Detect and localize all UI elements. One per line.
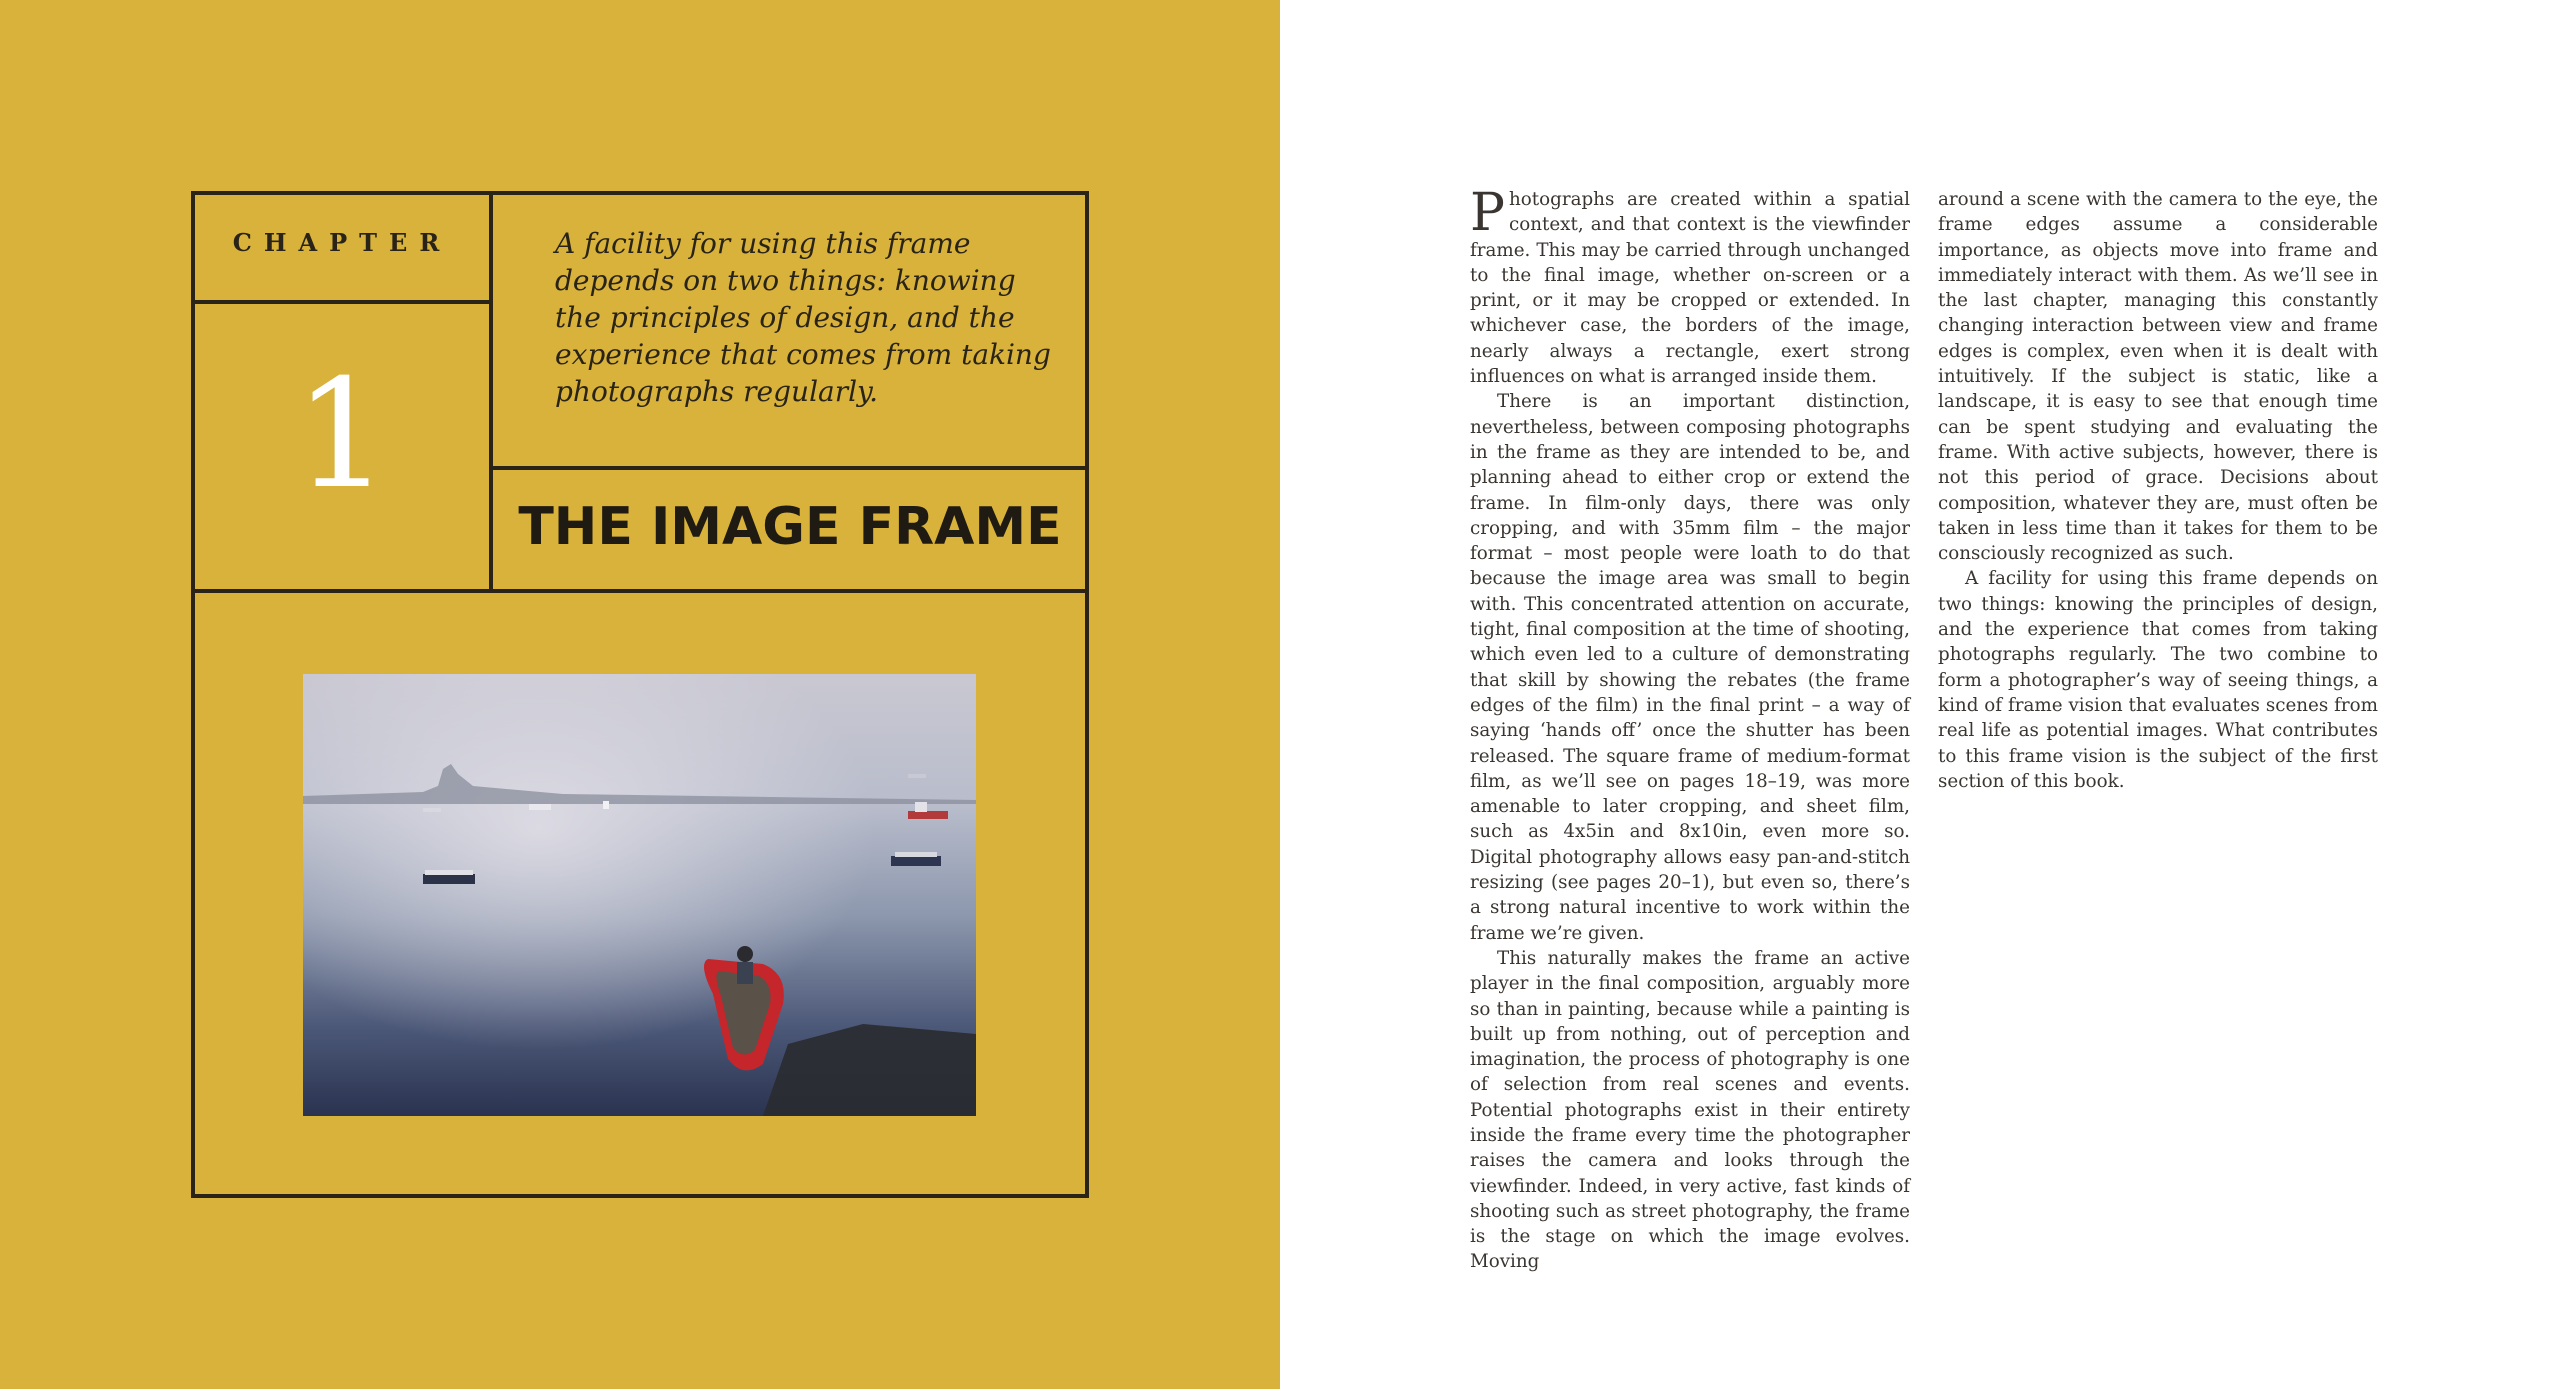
frame-rule-vertical <box>489 191 493 593</box>
chapter-number: 1 <box>294 348 390 522</box>
frame-rule-title-top <box>489 466 1089 470</box>
chapter-photo <box>303 674 976 1116</box>
text-column-1 <box>1470 183 1910 1275</box>
paragraph-2: There is an important distinction, nevertheless, between composing photographs in the frame as they are intended to be, and planning ahead to either crop or extend the frame. In film-only days, there was only cropping, and with 35mm film – the major format – most people were loath to do that because the image area was small to begin with. This concentrated attention on accurate, tight, final composition at the time of shooting, which even led to a culture of demonstrating that skill by showing the rebates (the frame edges of the film) in the final print – a way of saying ‘hands off’ once the shutter has been released. The square frame of medium-format film, as we’ll see on pages 18–19, was more amenable to later cropping, and sheet film, such as 4x5in and 8x10in, even more so. Digital photography allows easy pan-and-stitch resizing (see pages 20–1), but even so, there’s a strong natural incentive to work within the frame we’re given. <box>1470 391 1910 944</box>
paragraph-1 <box>1470 183 1910 389</box>
text-column-2 <box>1938 187 2378 794</box>
frame-rule-chapter-label <box>191 300 493 304</box>
paragraph-4: A facility for using this frame depends on two things: knowing the principles of design, and the experience that comes from taking photographs regularly. The two combine to form a photographer’s way of seeing things, a kind of frame vision that evaluates scenes from real life as potential images. What contributes to this frame vision is the subject of the first section of this book. <box>1938 568 2378 792</box>
chapter-quote: A facility for using this frame depends on two things: knowing the principles of design, and the experience that comes from taking photographs regularly. <box>555 227 1051 408</box>
frame-rule-title-bottom <box>191 589 1089 593</box>
photo-harbour-boats <box>303 674 976 1116</box>
paragraph-3-continued: around a scene with the camera to the eye, the frame edges assume a considerable importance, as objects move into frame and immediately interact with them. As we’ll see in the last chapter, managing this constantly changing interaction between view and frame edges is complex, even when it is dealt with intuitively. If the subject is static, like a landscape, it is easy to see that enough time can be spent studying and evaluating the frame. With active subjects, however, there is not this period of grace. Decisions about composition, whatever they are, must often be taken in less time than it takes for them to be consciously recognized as such. <box>1938 189 2378 565</box>
drop-cap: P <box>1470 183 1505 243</box>
chapter-label: CHAPTER <box>232 228 452 257</box>
paragraph-1-text: hotographs are created within a spatial context, and that context is the viewfinder frame. This may be carried through unchanged to the final image, whether on-screen or a print, or it may be cropped or extended. In whichever case, the borders of the image, nearly always a rectangle, exert strong influences on what is arranged inside them. <box>1470 189 1910 388</box>
chapter-title: THE IMAGE FRAME <box>518 497 1062 557</box>
paragraph-3: This naturally makes the frame an active player in the final composition, arguably more so than in painting, because while a painting is built up from nothing, out of perception and imagination, the process of photography is one of selection from real scenes and events. Potential photographs exist in their entirety inside the frame every time the photographer raises the camera and looks through the viewfinder. Indeed, in very active, fast kinds of shooting such as street photography, the frame is the stage on which the image evolves. Moving <box>1470 947 1910 1273</box>
